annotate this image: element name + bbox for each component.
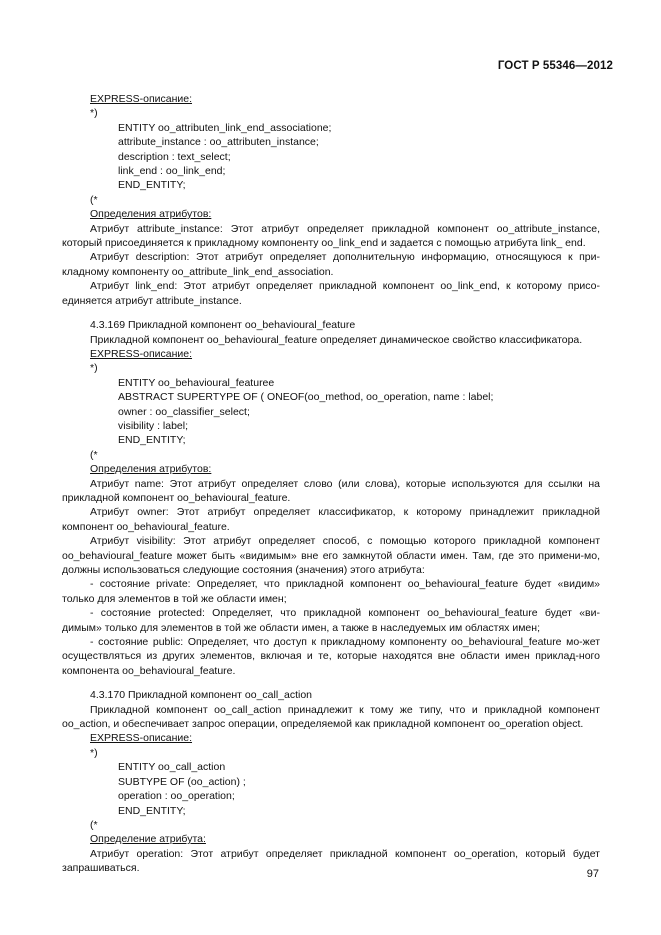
code-line: link_end : oo_link_end; xyxy=(118,165,226,178)
code-close: (* xyxy=(90,818,98,831)
list-item: - состояние private: Определяет, что прикладной компонент oo_behavioural_feature будет «видим» только для элементов в той же области имен; xyxy=(62,578,600,605)
paragraph: Атрибут description: Этот атрибут определяет дополнительную информацию, относящуюся к при-кладному компоненту oo_attribute_link_end_association. xyxy=(62,251,600,278)
code-line: description : text_select; xyxy=(118,150,231,163)
code-line: SUBTYPE OF (oo_action) ; xyxy=(118,775,246,788)
paragraph: Атрибут name: Этот атрибут определяет слово (или слова), которые используются для ссылки на прикладной компонент oo_behavioural_feature. xyxy=(62,477,600,504)
code-line: attribute_instance : oo_attributen_instance; xyxy=(118,136,319,149)
code-line: ENTITY oo_attributen_link_end_associatione; xyxy=(118,121,332,134)
paragraph: Атрибут operation: Этот атрибут определяет прикладной компонент oo_operation, который будет запрашиваться. xyxy=(62,847,600,875)
code-line: ENTITY oo_behavioural_featuree xyxy=(118,376,275,389)
code-close: (* xyxy=(90,448,98,461)
paragraph: Атрибут visibility: Этот атрибут определяет способ, с помощью которого прикладной компонент oo_behavioural_feature может быть «видимым» вне его замкнутой области имен. Там, где это примени-мо, должны использоваться следующие состояния (значения) этого атрибута: xyxy=(62,535,600,576)
code-line: operation : oo_operation; xyxy=(118,790,235,803)
code-line: ABSTRACT SUPERTYPE OF ( ONEOF(oo_method, oo_operation, name : label; xyxy=(118,391,494,404)
standard-header: ГОСТ Р 55346—2012 xyxy=(497,60,613,72)
page-content xyxy=(62,92,600,876)
list-item: - состояние protected: Определяет, что прикладной компонент oo_behavioural_feature будет «ви-димым» только для элементов в той же области имен, а также в наследуемых им областях имен; xyxy=(62,607,600,634)
attr-label: Определения атрибутов: xyxy=(90,208,212,221)
page-number: 97 xyxy=(586,868,599,880)
list-item: - состояние public: Определяет, что доступ к прикладному компоненту oo_behavioural_feature мо-жет осуществляться из других элементов, включая и те, которые находятся вне области имен приклад-ного компонента oo_behavioural_feature. xyxy=(62,636,600,677)
paragraph: Атрибут link_end: Этот атрибут определяет прикладной компонент oo_link_end, к которому присо-единяется атрибут attribute_instance. xyxy=(62,280,600,307)
code-open: *) xyxy=(90,362,98,375)
section-heading: 4.3.170 Прикладной компонент oo_call_action xyxy=(90,689,313,702)
express-label: EXPRESS-описание: xyxy=(90,732,193,745)
code-line: END_ENTITY; xyxy=(118,434,186,447)
code-line: visibility : label; xyxy=(118,419,189,432)
code-line: END_ENTITY; xyxy=(118,179,186,192)
paragraph: Атрибут owner: Этот атрибут определяет классификатор, к которому принадлежит прикладной компонент oo_behavioural_feature. xyxy=(62,506,600,533)
section-intro: Прикладной компонент oo_behavioural_feature определяет динамическое свойство классификатора. xyxy=(90,333,583,346)
section-intro: Прикладной компонент oo_call_action принадлежит к тому же типу, что и прикладной компонент oo_action, и обеспечивает запрос операции, определяемой как прикладной компонент oo_operation object. xyxy=(62,703,600,731)
section-heading: 4.3.169 Прикладной компонент oo_behavioural_feature xyxy=(90,319,356,332)
code-close: (* xyxy=(90,193,98,206)
code-line: ENTITY oo_call_action xyxy=(118,761,226,774)
code-line: END_ENTITY; xyxy=(118,804,186,817)
express-label: EXPRESS-описание: xyxy=(90,347,193,360)
express-label: EXPRESS-описание: xyxy=(90,93,193,105)
code-line: owner : oo_classifier_select; xyxy=(118,405,250,418)
paragraph: Атрибут attribute_instance: Этот атрибут определяет прикладной компонент oo_attribute_instance, который присоединяется к прикладному компоненту oo_link_end и задается с помощью атрибута link_ end. xyxy=(62,222,600,250)
attr-label: Определение атрибута: xyxy=(90,833,206,846)
code-open: *) xyxy=(90,746,98,759)
code-open: *) xyxy=(90,107,98,120)
attr-label: Определения атрибутов: xyxy=(90,463,212,476)
